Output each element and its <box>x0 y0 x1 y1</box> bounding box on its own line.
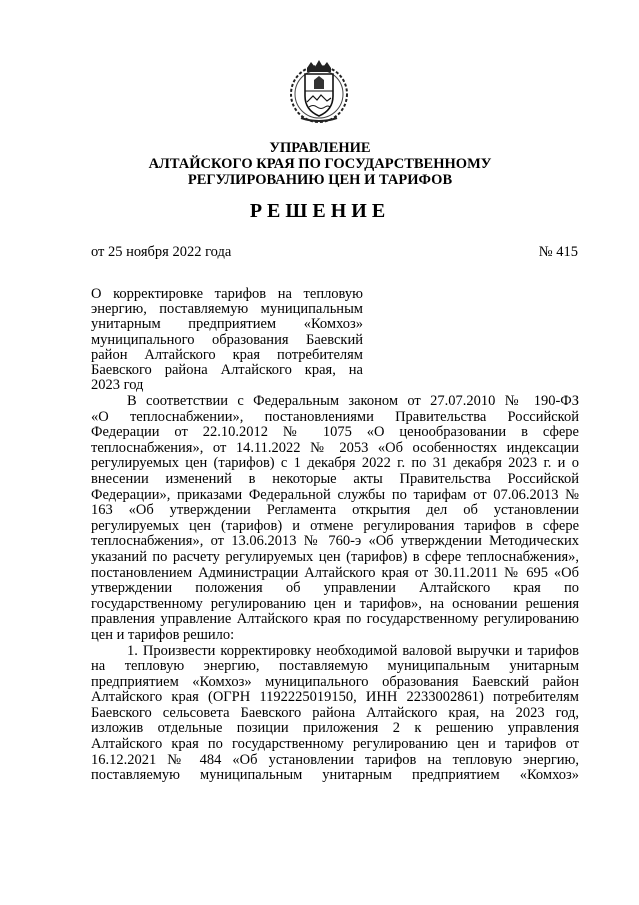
document-date: от 25 ноября 2022 года <box>91 244 232 260</box>
document-body <box>91 394 579 784</box>
subject-line: муниципального образования Баевский <box>91 331 363 348</box>
body-line: Баевского сельсовета Баевского района Алтайского края, на 2023 год, <box>91 705 579 721</box>
subject-line: Баевского района Алтайского края, на <box>91 362 363 379</box>
body-line: регулируемых цен (тарифов) с 1 декабря 2022 г. по 31 декабря 2023 г. и о <box>91 456 579 472</box>
document-type-title: РЕШЕНИЕ <box>249 200 391 222</box>
org-line: РЕГУЛИРОВАНИЮ ЦЕН И ТАРИФОВ <box>187 172 453 188</box>
body-line: 163 «Об утверждении Регламента открытия дел об установлении <box>91 503 579 519</box>
body-line: 16.12.2021 № 484 «Об установлении тарифов на тепловую энергию, <box>91 752 579 768</box>
subject-line: О корректировке тарифов на тепловую <box>91 286 363 302</box>
body-line: 1. Произвести корректировку необходимой валовой выручки и тарифов <box>127 643 579 659</box>
body-line: изложив отдельные позиции приложения 2 к решению управления <box>91 721 579 737</box>
document-subject <box>91 287 363 393</box>
subject-line: энергию, поставляемую муниципальным <box>91 301 363 318</box>
body-line: постановлением Администрации Алтайского края от 30.11.2011 № 695 «Об <box>91 565 579 581</box>
body-line: теплоснабжения», от 13.06.2013 № 760-э «Об утверждении Методических <box>91 534 579 550</box>
body-line: указаний по расчету регулируемых цен (тарифов) в сфере теплоснабжения», <box>91 549 579 565</box>
body-line: «О теплоснабжении», постановлениями Правительства Российской <box>91 409 579 425</box>
body-line: В соответствии с Федеральным законом от 27.07.2010 № 190-ФЗ <box>127 394 579 409</box>
body-line: Федерации от 22.10.2012 № 1075 «О ценообразовании в сфере <box>91 425 579 441</box>
body-line: утверждении положения об управлении Алтайского края по <box>91 581 579 597</box>
coat-of-arms-icon <box>285 58 353 126</box>
subject-line: унитарным предприятием «Комхоз» <box>91 316 363 333</box>
body-line: теплоснабжения», от 14.11.2022 № 2053 «Об особенностях индексации <box>91 440 579 456</box>
body-line: государственному регулированию цен и тарифов», на основании решения <box>91 596 579 612</box>
issuing-authority <box>90 140 550 188</box>
body-line: на тепловую энергию, поставляемую муниципальным унитарным <box>91 659 579 675</box>
body-line: Алтайского края по государственному регулированию цен и тарифов от <box>91 737 579 753</box>
body-line: правления управление Алтайского края по государственному регулированию <box>91 612 579 628</box>
body-line: регулируемых цен (тарифов) и отмене регулирования тарифов в сфере <box>91 518 579 534</box>
body-line: поставляемую муниципальным унитарным предприятием «Комхоз» <box>91 768 579 784</box>
subject-line: 2023 год <box>91 377 144 394</box>
org-line: АЛТАЙСКОГО КРАЯ ПО ГОСУДАРСТВЕННОМУ <box>148 156 492 172</box>
body-line: внесении изменений в некоторые акты Правительства Российской <box>91 471 579 487</box>
body-line: предприятием «Комхоз» муниципального образования Баевский район <box>91 674 579 690</box>
subject-line: район Алтайского края потребителям <box>91 346 363 363</box>
body-line: Федерации», приказами Федеральной службы по тарифам от 07.06.2013 № <box>91 487 579 503</box>
document-number: № 415 <box>538 244 578 260</box>
org-line: УПРАВЛЕНИЕ <box>269 140 371 156</box>
body-line: цен и тарифов решило: <box>91 627 235 643</box>
body-line: Алтайского края (ОГРН 1192225019150, ИНН 2233002861) потребителям <box>91 690 579 706</box>
